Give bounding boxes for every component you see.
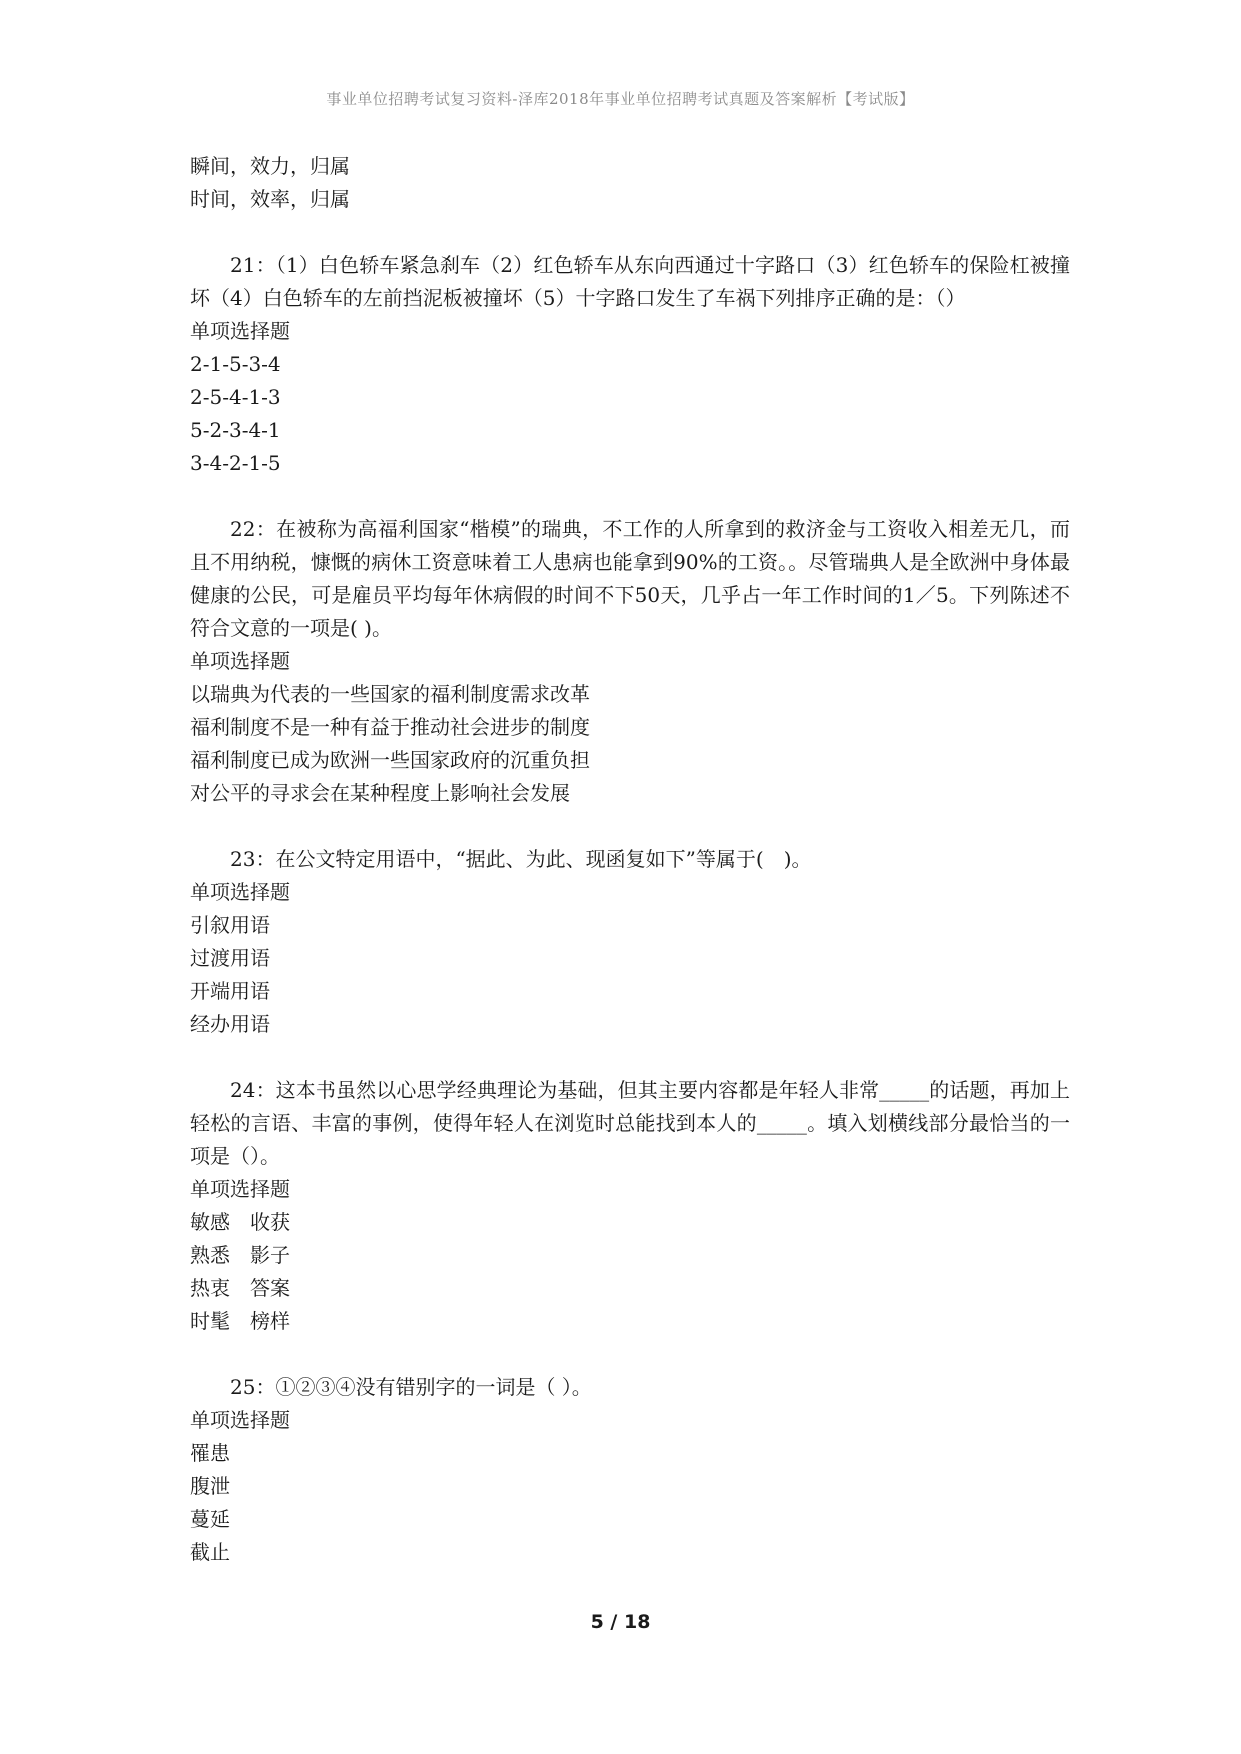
option: 过渡用语	[190, 946, 270, 970]
question-25	[190, 1371, 1070, 1569]
option: 福利制度不是一种有益于推动社会进步的制度	[190, 715, 590, 739]
prev-option: 时间，效率，归属	[190, 187, 350, 211]
option: 热衷 答案	[190, 1276, 290, 1300]
question-23	[190, 843, 1070, 1041]
option: 熟悉 影子	[190, 1243, 290, 1267]
question-type: 单项选择题	[190, 880, 290, 904]
option: 罹患	[190, 1441, 230, 1465]
option: 2-5-4-1-3	[190, 385, 281, 409]
option: 福利制度已成为欧洲一些国家政府的沉重负担	[190, 748, 590, 772]
question-22	[190, 513, 1070, 810]
option: 经办用语	[190, 1012, 270, 1036]
option: 2-1-5-3-4	[190, 352, 281, 376]
question-text: 22：在被称为高福利国家“楷模”的瑞典，不工作的人所拿到的救济金与工资收入相差无几，而且不用纳税，慷慨的病休工资意味着工人患病也能拿到90%的工资。。尽管瑞典人是全欧洲中身体最健康的公民，可是雇员平均每年休病假的时间不下50天，几乎占一年工作时间的1／5。下列陈述不符合文意的一项是( )。	[190, 517, 1070, 640]
option: 5-2-3-4-1	[190, 418, 281, 442]
option: 敏感 收获	[190, 1210, 290, 1234]
option: 3-4-2-1-5	[190, 451, 281, 475]
prev-option: 瞬间，效力，归属	[190, 154, 350, 178]
page-header: 事业单位招聘考试复习资料-泽库2018年事业单位招聘考试真题及答案解析【考试版】	[326, 90, 915, 108]
option: 以瑞典为代表的一些国家的福利制度需求改革	[190, 682, 590, 706]
question-21	[190, 249, 1070, 480]
question-text: 24：这本书虽然以心思学经典理论为基础，但其主要内容都是年轻人非常_____的话题，再加上轻松的言语、丰富的事例，使得年轻人在浏览时总能找到本人的_____。填入划横线部分最恰当的一项是（）。	[190, 1078, 1070, 1168]
question-text: 25：①②③④没有错别字的一词是（ ）。	[230, 1375, 592, 1399]
question-text: 23：在公文特定用语中，“据此、为此、现函复如下”等属于( )。	[230, 847, 812, 871]
page-number: 5 / 18	[590, 1611, 651, 1633]
document-body	[190, 150, 1070, 1569]
question-text: 21：（1）白色轿车紧急刹车（2）红色轿车从东向西通过十字路口（3）红色轿车的保险杠被撞坏（4）白色轿车的左前挡泥板被撞坏（5）十字路口发生了车祸下列排序正确的是：（）	[190, 253, 1070, 310]
question-type: 单项选择题	[190, 649, 290, 673]
question-type: 单项选择题	[190, 1177, 290, 1201]
option: 蔓延	[190, 1507, 230, 1531]
option: 引叙用语	[190, 913, 270, 937]
question-type: 单项选择题	[190, 319, 290, 343]
option: 开端用语	[190, 979, 270, 1003]
option: 对公平的寻求会在某种程度上影响社会发展	[190, 781, 570, 805]
question-24	[190, 1074, 1070, 1338]
option: 时髦 榜样	[190, 1309, 290, 1333]
option: 腹泄	[190, 1474, 230, 1498]
option: 截止	[190, 1540, 230, 1564]
question-type: 单项选择题	[190, 1408, 290, 1432]
